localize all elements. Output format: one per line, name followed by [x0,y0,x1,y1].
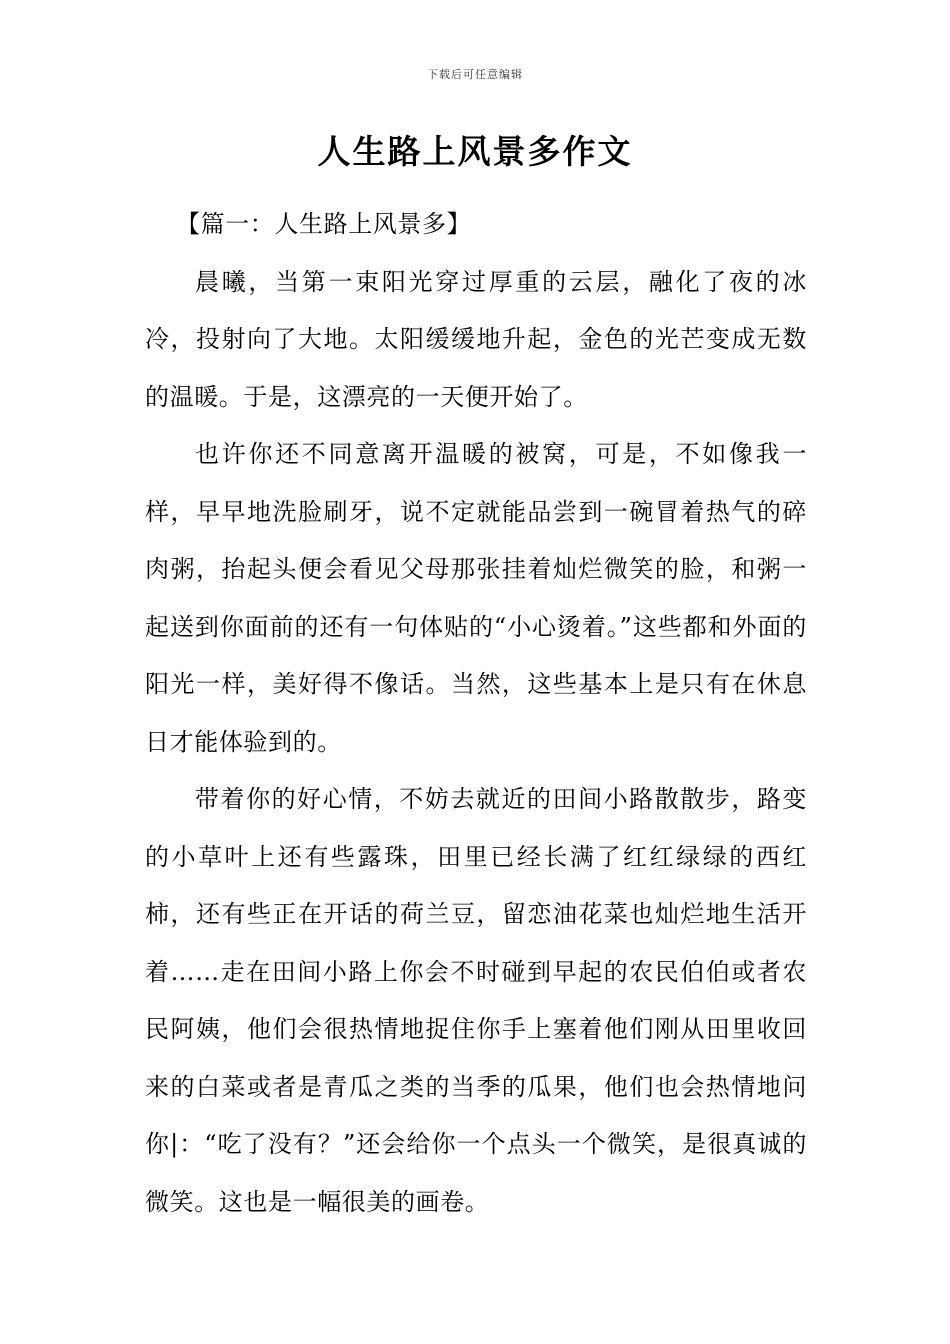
document-title: 人生路上风景多作文 [317,132,633,171]
header-note: 下载后可任意编辑 [427,68,523,81]
paragraph-2: 也许你还不同意离开温暖的被窝，可是，不如像我一样，早早地洗脸刷牙，说不定就能品尝到一碗冒着热气的碎肉粥，抬起头便会看见父母那张挂着灿烂微笑的脸，和粥一起送到你面前的还有一句体贴的“小心烫着。”这些都和外面的阳光一样，美好得不像话。当然，这些基本上是只有在休息日才能体验到的。 [145,440,807,756]
paragraph-1: 晨曦，当第一束阳光穿过厚重的云层，融化了夜的冰冷，投射向了大地。太阳缓缓地升起，金色的光芒变成无数的温暖。于是，这漂亮的一天便开始了。 [145,267,807,411]
document-body [145,196,807,1231]
paragraph-3: 带着你的好心情，不妨去就近的田间小路散散步，路变的小草叶上还有些露珠，田里已经长满了红红绿绿的西红柿，还有些正在开话的荷兰豆，留恋油花菜也灿烂地生活开着……走在田间小路上你会不时碰到早起的农民伯伯或者农民阿姨，他们会很热情地捉住你手上塞着他们刚从田里收回来的白菜或者是青瓜之类的当季的瓜果，他们也会热情地问你|：“吃了没有？”还会给你一个点头一个微笑，是很真诚的微笑。这也是一幅很美的画卷。 [145,785,807,1216]
section-heading: 【篇一：人生路上风景多】 [176,210,472,238]
